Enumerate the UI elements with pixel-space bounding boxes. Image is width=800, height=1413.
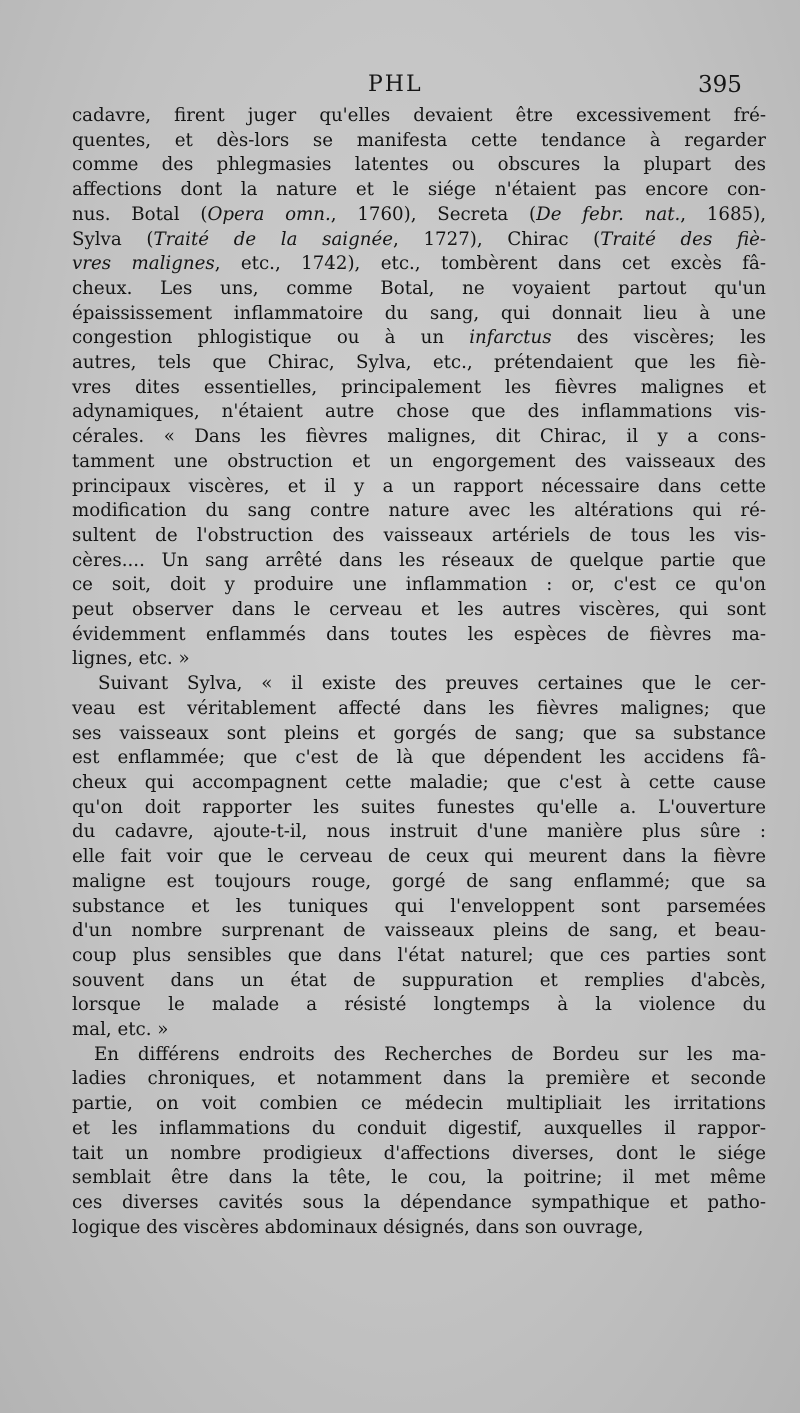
text-line: elle fait voir que le cerveau de ceux qui meurent dans la fièvre xyxy=(72,846,766,868)
text-line: Suivant Sylva, « il existe des preuves certaines que le cer- xyxy=(98,673,766,695)
text-line: sultent de l'obstruction des vaisseaux artériels de tous les vis- xyxy=(72,524,766,546)
italic-title: infarctus xyxy=(469,327,552,349)
text-line: est enflammée; que c'est de là que dépendent les accidens fâ- xyxy=(72,747,766,769)
text-line: cadavre, firent juger qu'elles devaient être excessivement fré- xyxy=(72,105,766,126)
text-line: d'un nombre surprenant de vaisseaux pleins de sang, et beau- xyxy=(72,920,766,942)
text-line: maligne est toujours rouge, gorgé de sang enflammé; que sa xyxy=(72,870,766,892)
text-line: peut observer dans le cerveau et les autres viscères, qui sont xyxy=(72,599,766,621)
text-line: qu'on doit rapporter les suites funestes qu'elle a. L'ouverture xyxy=(72,796,766,818)
text-line: du cadavre, ajoute-t-il, nous instruit d'une manière plus sûre : xyxy=(72,821,766,843)
text-line: autres, tels que Chirac, Sylva, etc., prétendaient que les fiè- xyxy=(72,352,766,374)
text-line: vres malignes, etc., 1742), etc., tombèrent dans cet excès fâ- xyxy=(72,253,766,275)
running-title: PHL xyxy=(368,72,423,97)
italic-title: De febr. nat. xyxy=(536,203,681,225)
text-line: comme des phlegmasies latentes ou obscures la plupart des xyxy=(72,154,766,176)
text-line: principaux viscères, et il y a un rapport nécessaire dans cette xyxy=(72,475,766,497)
body-text xyxy=(72,104,766,1240)
text-line: semblait être dans la tête, le cou, la poitrine; il met même xyxy=(72,1167,766,1189)
text-line: ladies chroniques, et notamment dans la première et seconde xyxy=(72,1068,766,1090)
text-line: nus. Botal (Opera omn., 1760), Secreta (De febr. nat., 1685), xyxy=(72,203,767,225)
text-line: ses vaisseaux sont pleins et gorgés de sang; que sa substance xyxy=(72,722,766,744)
text-line: substance et les tuniques qui l'enveloppent sont parsemées xyxy=(72,895,766,917)
text-line: congestion phlogistique ou à un infarctus des viscères; les xyxy=(72,327,766,349)
text-line: partie, on voit combien ce médecin multipliait les irritations xyxy=(72,1093,766,1115)
text-line: modification du sang contre nature avec les altérations qui ré- xyxy=(72,500,766,522)
italic-title: Traité de la saignée xyxy=(153,228,394,250)
italic-title: Opera omn. xyxy=(207,203,331,225)
italic-title: Traité des fiè- xyxy=(600,228,767,250)
text-line: épaississement inflammatoire du sang, qui donnait lieu à une xyxy=(72,302,766,324)
text-line: cheux qui accompagnent cette maladie; que c'est à cette cause xyxy=(72,771,766,793)
text-line: tamment une obstruction et un engorgement des vaisseaux des xyxy=(72,450,766,472)
text-line: mal, etc. » xyxy=(72,1019,169,1041)
text-line: ce soit, doit y produire une inflammation : or, c'est ce qu'on xyxy=(72,574,766,596)
text-line: lignes, etc. » xyxy=(72,648,190,670)
page-number: 395 xyxy=(698,72,742,98)
text-line: ces diverses cavités sous la dépendance sympathique et patho- xyxy=(72,1191,766,1213)
text-line: En différens endroits des Recherches de Bordeu sur les ma- xyxy=(94,1043,766,1065)
text-line: lorsque le malade a résisté longtemps à la violence du xyxy=(72,994,766,1016)
text-line: logique des viscères abdominaux désignés, dans son ouvrage, xyxy=(72,1216,644,1238)
text-line: veau est véritablement affecté dans les fièvres malignes; que xyxy=(72,697,766,719)
text-line: cheux. Les uns, comme Botal, ne voyaient partout qu'un xyxy=(72,277,766,299)
text-line: coup plus sensibles que dans l'état naturel; que ces parties sont xyxy=(72,944,766,966)
text-line: quentes, et dès-lors se manifesta cette tendance à regarder xyxy=(72,129,766,151)
text-line: vres dites essentielles, principalement les fièvres malignes et xyxy=(72,376,766,398)
text-line: cères.... Un sang arrêté dans les réseaux de quelque partie que xyxy=(72,549,766,571)
text-line: tait un nombre prodigieux d'affections diverses, dont le siége xyxy=(72,1142,766,1164)
page-header xyxy=(0,70,800,104)
text-line: et les inflammations du conduit digestif, auxquelles il rappor- xyxy=(72,1117,766,1139)
text-line: Sylva (Traité de la saignée, 1727), Chirac (Traité des fiè- xyxy=(72,228,767,250)
text-line: cérales. « Dans les fièvres malignes, dit Chirac, il y a cons- xyxy=(72,426,766,448)
italic-title: vres malignes xyxy=(72,253,215,275)
text-line: affections dont la nature et le siége n'étaient pas encore con- xyxy=(72,179,766,201)
text-line: adynamiques, n'étaient autre chose que des inflammations vis- xyxy=(72,401,766,423)
text-line: souvent dans un état de suppuration et remplies d'abcès, xyxy=(72,969,766,991)
text-line: évidemment enflammés dans toutes les espèces de fièvres ma- xyxy=(72,623,766,645)
